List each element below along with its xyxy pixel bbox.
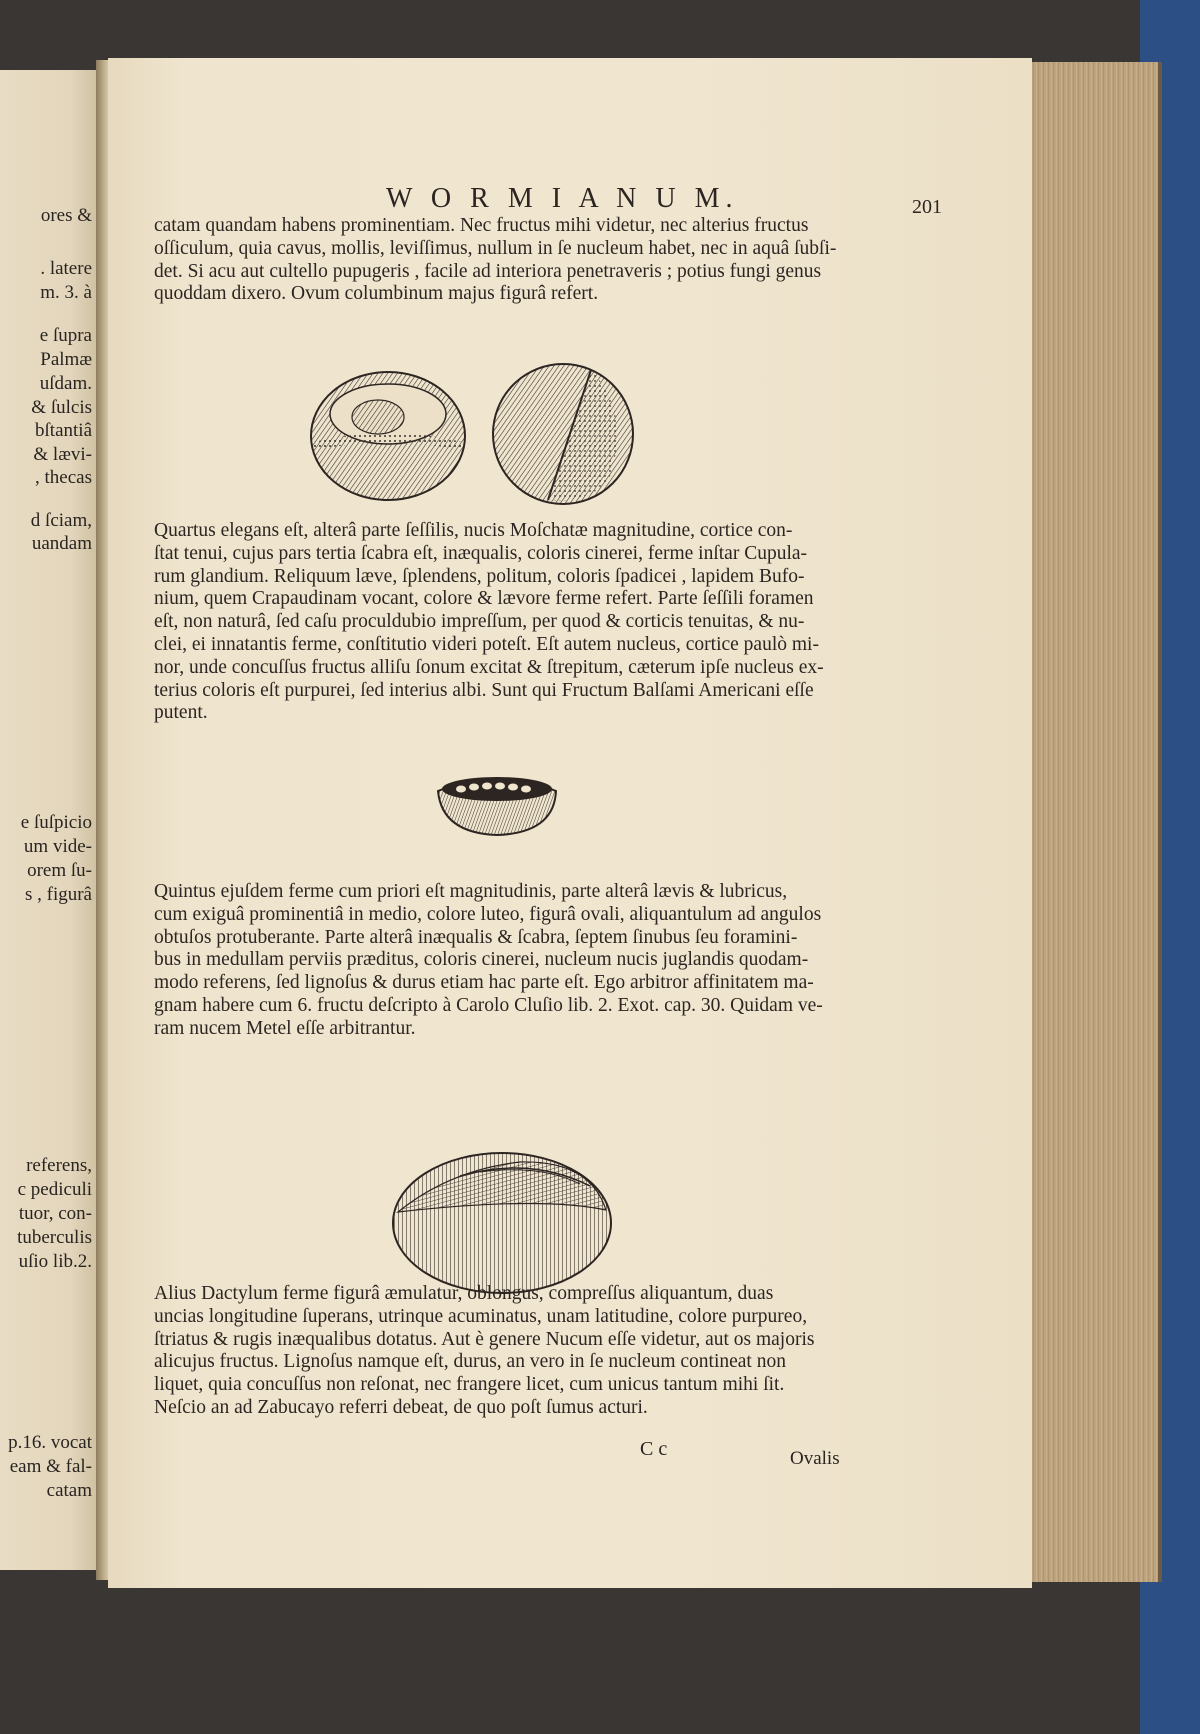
figure-round-fruits (308, 354, 648, 514)
text-line: alicujus fructus. Lignoſus namque eſt, durus, an vero in ſe nucleum contineat non (154, 1351, 786, 1373)
text-line: catam quandam habens prominentiam. Nec fructus mihi videtur, nec alterius fructus (154, 215, 809, 236)
text-line: rum glandium. Reliquum læve, ſplendens, politum, coloris ſpadicei , lapidem Bufo- (154, 565, 805, 587)
left-page-line: catam (46, 1480, 92, 1501)
text-line: bus in medullam perviis præditus, coloris cinerei, nucleum nucis juglandis quodam- (154, 949, 809, 971)
figure-halved-nut (434, 763, 560, 838)
text-line: uncias longitudine ſuperans, utrinque acuminatus, unam latitudine, colore purpureo, (154, 1305, 808, 1327)
text-line: Quintus ejuſdem ferme cum priori eſt magnitudinis, parte alterâ lævis & lubricus, (154, 881, 788, 902)
left-page-line: uandam (31, 533, 92, 554)
left-page-line: referens, (26, 1155, 92, 1176)
left-page-line: d ſciam, (30, 510, 92, 531)
text-line: liquet, quia concuſſus non reſonat, nec frangere licet, cum unicus tantum mihi ſit. (154, 1374, 785, 1396)
left-page-fragment (0, 70, 100, 1570)
text-line: det. Si acu aut cultello pupugeris , facile ad interiora penetraveris ; potius fungi genus (154, 260, 822, 282)
left-page-line: s , figurâ (24, 884, 92, 905)
paragraph-1 (154, 215, 970, 306)
catchword: Ovalis (790, 1448, 840, 1469)
left-page-line: m. 3. à (40, 282, 92, 303)
left-page-line: . latere (40, 258, 92, 279)
left-page-line: um vide- (23, 836, 92, 857)
left-page-line: p.16. vocat (8, 1432, 92, 1453)
page-number: 201 (912, 196, 942, 218)
left-page-line: c pediculi (17, 1179, 92, 1200)
left-page-line: & lævi- (33, 444, 92, 465)
running-head: W O R M I A N U M. (386, 183, 739, 214)
paragraph-4 (154, 1283, 970, 1420)
text-line: terius coloris eſt purpurei, ſed interius albi. Sunt qui Fructum Balſami Americani eſſe (154, 679, 814, 701)
text-line: eſt, non naturâ, ſed caſu proculdubio impreſſum, per quod & corticis tenuitas, & nu- (154, 611, 805, 633)
left-page-line: uſio lib.2. (18, 1251, 92, 1272)
fruit-right-engraving (493, 364, 633, 504)
left-page-line: ores & (40, 205, 92, 226)
text-line: nium, quem Crapaudinam vocant, colore & lævore ferme refert. Parte ſeſſili foramen (154, 588, 814, 610)
left-page-line: orem ſu- (27, 860, 92, 881)
text-line: ſtriatus & rugis inæqualibus dotatus. Aut è genere Nucum eſſe videtur, aut os majoris (154, 1328, 815, 1350)
left-page-line: eam & fal- (9, 1456, 92, 1477)
fruit-left-engraving (311, 372, 465, 500)
text-line: ram nucem Metel eſſe arbitrantur. (154, 1017, 416, 1039)
text-line: obtuſos protuberante. Parte alterâ inæqualis & ſcabra, ſeptem ſinubus ſeu foramini- (154, 926, 798, 948)
left-page-line: tuberculis (17, 1227, 92, 1248)
left-page-line: e ſupra (39, 325, 92, 346)
text-line: quoddam dixero. Ovum columbinum majus figurâ refert. (154, 283, 599, 305)
paragraph-3 (154, 881, 970, 1041)
text-line: Quartus elegans eſt, alterâ parte ſeſſilis, nucis Moſchatæ magnitudine, cortice con- (154, 520, 793, 541)
text-line: Alius Dactylum ferme figurâ æmulatur, oblongus, compreſſus aliquantum, duas (154, 1283, 774, 1304)
figure-oblong-fruit (390, 1150, 614, 1296)
left-page-line: e ſuſpicio (20, 812, 92, 833)
left-page-line: bſtantiâ (35, 420, 92, 441)
text-line: putent. (154, 702, 208, 724)
text-line: oſſiculum, quia cavus, mollis, leviſſimus, nullum in ſe nucleum habet, nec in aquâ ſubſi- (154, 237, 837, 259)
text-line: clei, ei innatantis ferme, conſtitutio videri poteſt. Eſt autem nucleus, cortice paulò mi- (154, 633, 819, 655)
page-edges (1030, 62, 1162, 1582)
left-page-line: , thecas (35, 467, 92, 488)
signature-mark: C c (640, 1438, 668, 1460)
left-page-line: Palmæ (40, 349, 92, 370)
text-line: nor, unde concuſſus fructus alliſu ſonum excitat & ſtrepitum, cæterum ipſe nucleus ex- (154, 656, 824, 678)
left-page-line: tuor, con- (18, 1203, 92, 1224)
text-line: cum exiguâ prominentiâ in medio, colore luteo, figurâ ovali, aliquantulum ad angulos (154, 903, 822, 925)
text-line: ſtat tenui, cujus pars tertia ſcabra eſt, inæqualis, coloris cinerei, ferme inſtar Cupula- (154, 542, 808, 564)
recto-page (108, 58, 1032, 1588)
text-line: Neſcio an ad Zabucayo referri debeat, de quo poſt ſumus acturi. (154, 1396, 648, 1418)
left-page-line: & ſulcis (31, 397, 92, 418)
left-page-line: uſdam. (39, 373, 92, 394)
text-line: modo referens, ſed lignoſus & durus etiam hac parte eſt. Ego arbitror affinitatem ma- (154, 972, 814, 994)
paragraph-2 (154, 520, 970, 725)
text-line: gnam habere cum 6. fructu deſcripto à Carolo Cluſio lib. 2. Exot. cap. 30. Quidam ve- (154, 994, 823, 1016)
